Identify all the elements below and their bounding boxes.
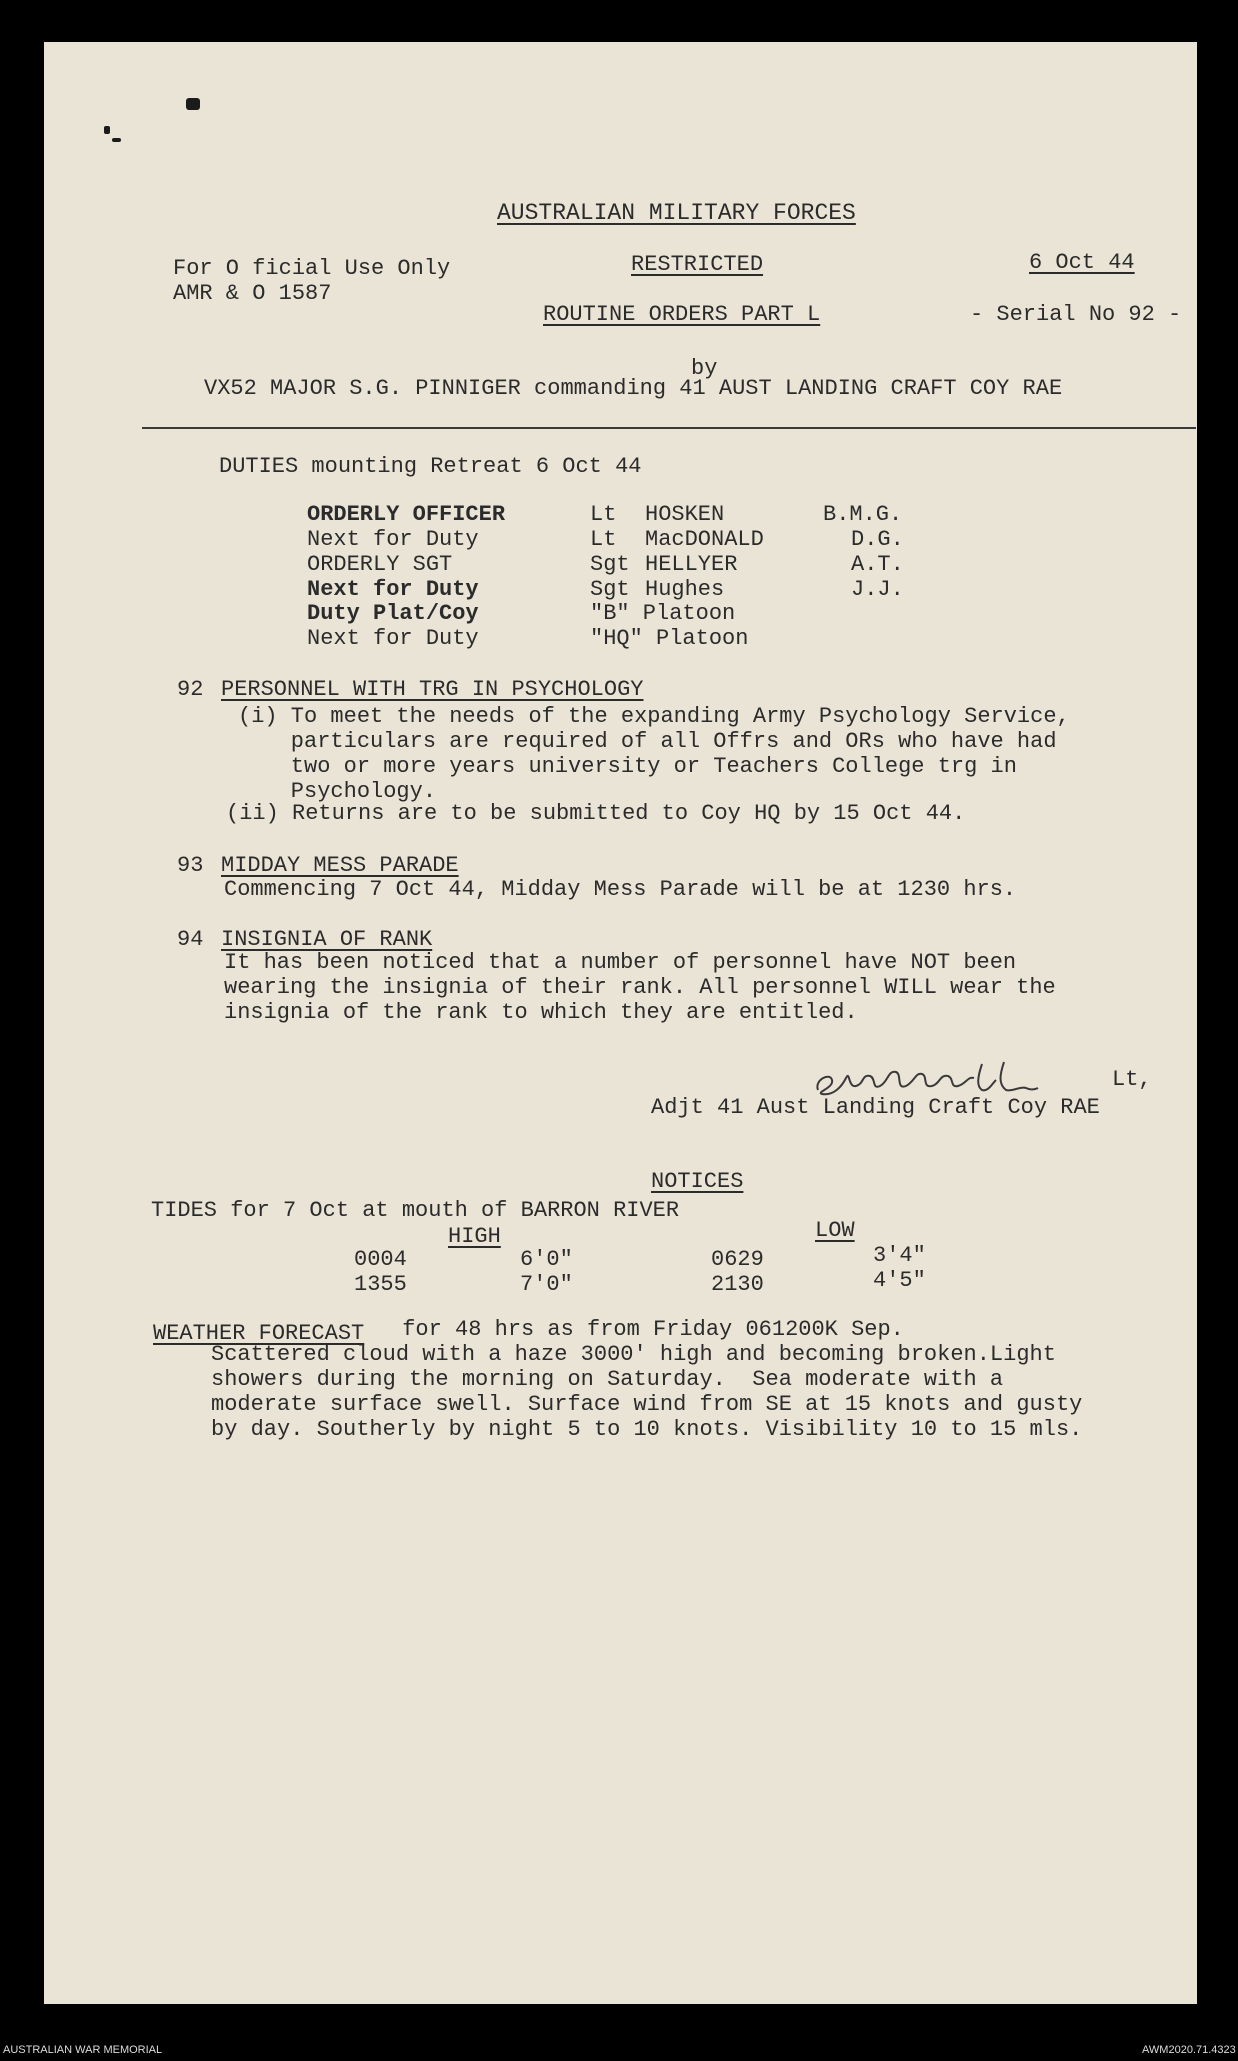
duty-name: MacDONALD: [645, 527, 764, 552]
duty-role: Next for Duty: [307, 626, 479, 651]
duty-name: Hughes: [645, 577, 725, 602]
weather-intro: for 48 hrs as from Friday 061200K Sep.: [389, 1317, 904, 1342]
tide-low-time: 0629: [711, 1247, 764, 1272]
duty-role: Next for Duty: [307, 527, 479, 552]
tide-high-height: 7'0": [520, 1272, 573, 1297]
duty-initials: B.M.G.: [823, 502, 903, 527]
footer-source-label: AUSTRALIAN WAR MEMORIAL: [3, 2044, 163, 2056]
header-divider: [142, 427, 1196, 429]
ink-speck: [186, 98, 200, 110]
duty-name: "HQ" Platoon: [590, 626, 749, 651]
tide-low-height: 4'5": [873, 1268, 926, 1293]
order-number: 92: [177, 677, 204, 702]
duty-rank: Lt: [590, 527, 617, 552]
duty-role: Next for Duty: [307, 577, 479, 602]
duty-rank: Sgt: [590, 577, 630, 602]
official-use-label: For O ficial Use Only: [173, 256, 451, 281]
order-heading: INSIGNIA OF RANK: [221, 927, 433, 952]
duty-role: ORDERLY OFFICER: [307, 502, 506, 527]
signatory-rank: Lt,: [1112, 1067, 1152, 1092]
ink-speck: [112, 138, 121, 142]
order-text-line: particulars are required of all Offrs and ORs who have had: [238, 729, 1057, 754]
weather-heading: WEATHER FORECAST: [153, 1321, 365, 1346]
weather-text-line: moderate surface swell. Surface wind from SE at 15 knots and gusty: [211, 1392, 1083, 1417]
signatory-title: Adjt 41 Aust Landing Craft Coy RAE: [651, 1095, 1100, 1120]
order-text-line: Commencing 7 Oct 44, Midday Mess Parade will be at 1230 hrs.: [224, 877, 1017, 902]
notices-heading: NOTICES: [651, 1169, 744, 1194]
restricted-label: RESTRICTED: [631, 252, 764, 277]
tides-heading: TIDES for 7 Oct at mouth of BARRON RIVER: [151, 1198, 680, 1223]
duty-initials: A.T.: [851, 552, 904, 577]
order-text-line: insignia of the rank to which they are entitled.: [224, 1000, 858, 1025]
document-date: 6 Oct 44: [1029, 250, 1135, 275]
order-heading: PERSONNEL WITH TRG IN PSYCHOLOGY: [221, 677, 644, 702]
duty-role: Duty Plat/Coy: [307, 601, 479, 626]
tides-low-label: LOW: [815, 1218, 855, 1243]
routine-orders-heading: ROUTINE ORDERS PART L: [543, 302, 821, 327]
order-heading: MIDDAY MESS PARADE: [221, 853, 459, 878]
order-text-line: It has been noticed that a number of personnel have NOT been: [224, 950, 1017, 975]
order-text-line: wearing the insignia of their rank. All personnel WILL wear the: [224, 975, 1056, 1000]
order-number: 94: [177, 927, 204, 952]
duties-heading: DUTIES mounting Retreat 6 Oct 44: [219, 454, 642, 479]
duty-rank: Lt: [590, 502, 617, 527]
tides-high-label: HIGH: [448, 1224, 501, 1249]
duty-role: ORDERLY SGT: [307, 552, 453, 577]
serial-number: - Serial No 92 -: [970, 302, 1182, 327]
footer-reference-id: AWM2020.71.4323: [1142, 2044, 1236, 2056]
tide-high-time: 0004: [354, 1247, 407, 1272]
tide-high-time: 1355: [354, 1272, 407, 1297]
tide-low-time: 2130: [711, 1272, 764, 1297]
weather-text-line: showers during the morning on Saturday. Sea moderate with a: [211, 1367, 1004, 1392]
duty-name: HELLYER: [645, 552, 738, 577]
amr-reference: AMR & O 1587: [173, 281, 332, 306]
tide-low-height: 3'4": [873, 1243, 926, 1268]
commander-line: VX52 MAJOR S.G. PINNIGER commanding 41 AUST LANDING CRAFT COY RAE: [204, 376, 1063, 401]
duty-name: HOSKEN: [645, 502, 725, 527]
by-label: by: [691, 356, 718, 381]
tide-high-height: 6'0": [520, 1247, 573, 1272]
order-number: 93: [177, 853, 204, 878]
duty-initials: J.J.: [851, 577, 904, 602]
duty-initials: D.G.: [851, 527, 904, 552]
duty-rank: Sgt: [590, 552, 630, 577]
weather-text-line: Scattered cloud with a haze 3000' high and becoming broken.Light: [211, 1342, 1056, 1367]
ink-speck: [104, 126, 110, 134]
order-text-line: (ii) Returns are to be submitted to Coy HQ by 15 Oct 44.: [226, 801, 966, 826]
order-text-line: (i) To meet the needs of the expanding Army Psychology Service,: [238, 704, 1070, 729]
document-title: AUSTRALIAN MILITARY FORCES: [497, 200, 856, 226]
weather-text-line: by day. Southerly by night 5 to 10 knots. Visibility 10 to 15 mls.: [211, 1417, 1083, 1442]
order-text-line: two or more years university or Teachers College trg in: [238, 754, 1017, 779]
order-text-line: Psychology.: [238, 779, 437, 804]
duty-name: "B" Platoon: [590, 601, 736, 626]
